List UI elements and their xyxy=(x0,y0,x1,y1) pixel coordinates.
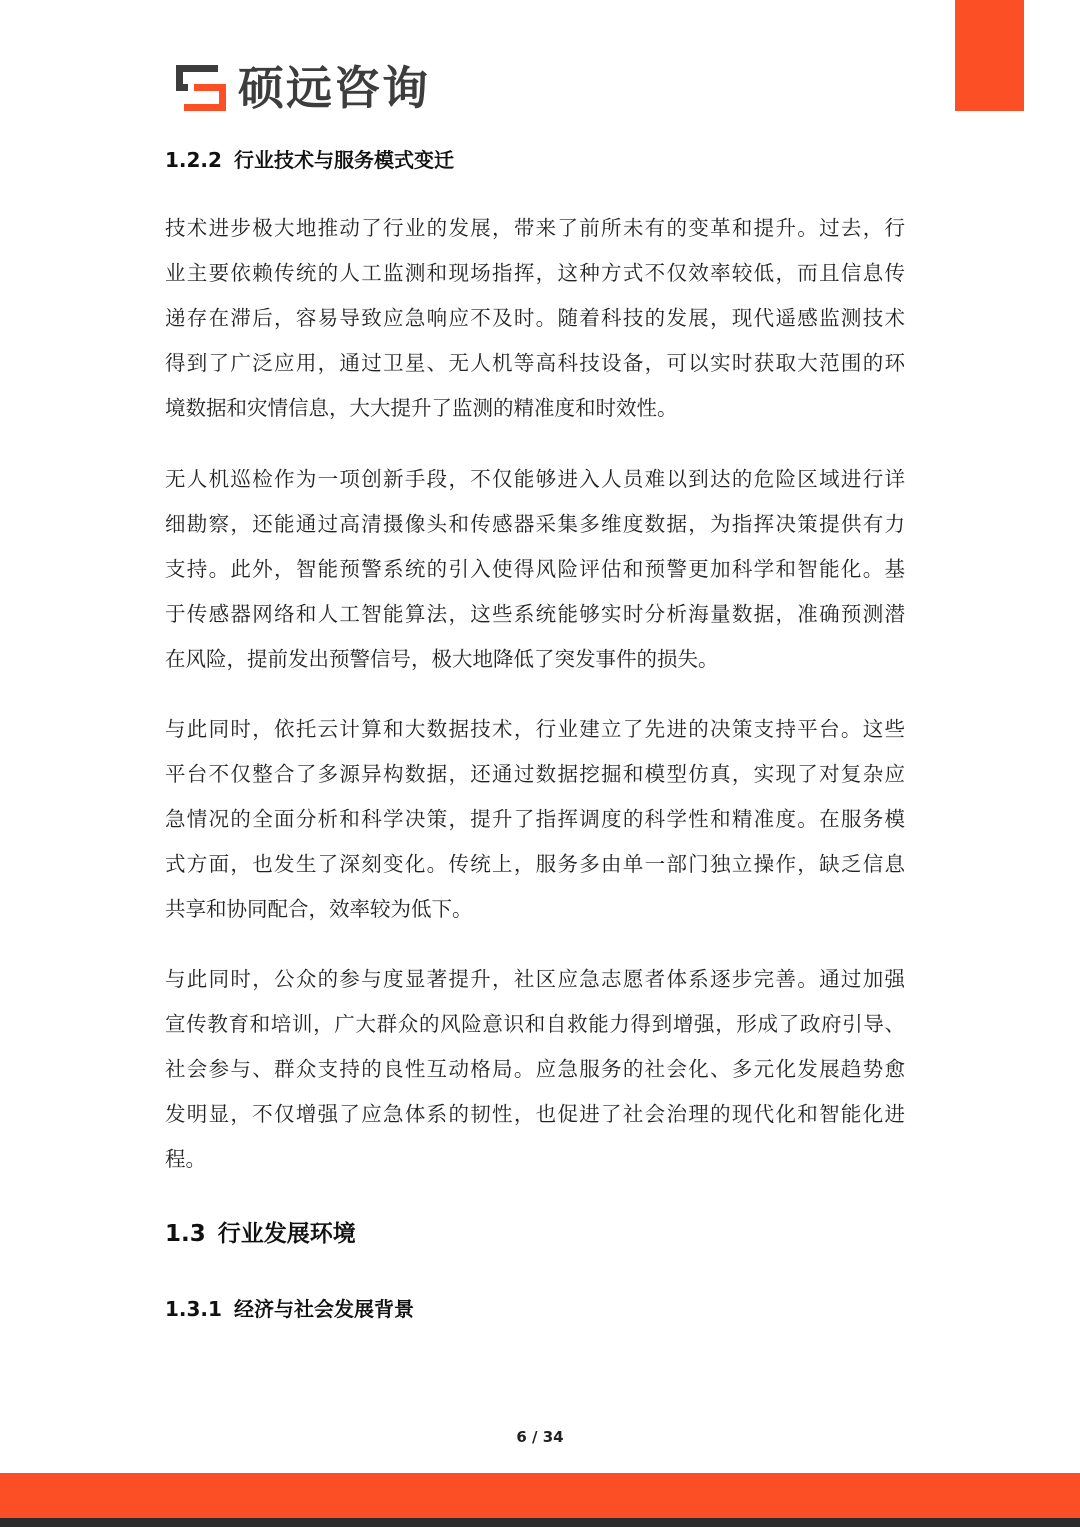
paragraph-line: 得到了广泛应用，通过卫星、无人机等高科技设备，可以实时获取大范围的环 xyxy=(165,351,905,375)
paragraph-line: 共享和协同配合，效率较为低下。 xyxy=(165,897,473,921)
paragraph-3 xyxy=(165,707,905,932)
paragraph-line: 境数据和灾情信息，大大提升了监测的精准度和时效性。 xyxy=(165,396,678,420)
section-heading-1-3-1 xyxy=(165,1295,414,1323)
paragraph-2 xyxy=(165,457,905,682)
paragraph-line: 细勘察，还能通过高清摄像头和传感器采集多维度数据，为指挥决策提供有力 xyxy=(165,512,905,536)
section-number: 1.3.1 xyxy=(165,1297,222,1321)
brand-name: 硕远咨询 xyxy=(238,61,430,115)
paragraph-line: 在风险，提前发出预警信号，极大地降低了突发事件的损失。 xyxy=(165,647,719,671)
paragraph-line: 式方面，也发生了深刻变化。传统上，服务多由单一部门独立操作，缺乏信息 xyxy=(165,852,905,876)
paragraph-1 xyxy=(165,206,905,431)
section-heading-1-3 xyxy=(165,1218,356,1250)
paragraph-line: 急情况的全面分析和科学决策，提升了指挥调度的科学性和精准度。在服务模 xyxy=(165,807,905,831)
paragraph-line: 与此同时，依托云计算和大数据技术，行业建立了先进的决策支持平台。这些 xyxy=(165,717,905,741)
paragraph-line: 无人机巡检作为一项创新手段，不仅能够进入人员难以到达的危险区域进行详 xyxy=(165,467,905,491)
section-title: 经济与社会发展背景 xyxy=(233,1297,414,1321)
corner-accent-tab xyxy=(955,0,1024,111)
section-title: 行业发展环境 xyxy=(217,1221,356,1247)
paragraph-line: 平台不仅整合了多源异构数据，还通过数据挖掘和模型仿真，实现了对复杂应 xyxy=(165,762,905,786)
paragraph-line: 技术进步极大地推动了行业的发展，带来了前所未有的变革和提升。过去，行 xyxy=(165,216,905,240)
paragraph-line: 社会参与、群众支持的良性互动格局。应急服务的社会化、多元化发展趋势愈 xyxy=(165,1057,905,1081)
section-title: 行业技术与服务模式变迁 xyxy=(233,148,454,172)
paragraph-line: 与此同时，公众的参与度显著提升，社区应急志愿者体系逐步完善。通过加强 xyxy=(165,967,905,991)
page-number: 6 / 34 xyxy=(516,1428,564,1446)
paragraph-line: 程。 xyxy=(165,1147,206,1171)
paragraph-line: 于传感器网络和人工智能算法，这些系统能够实时分析海量数据，准确预测潜 xyxy=(165,602,905,626)
footer-accent-bar xyxy=(0,1473,1080,1518)
brand-logo xyxy=(176,62,430,114)
paragraph-line: 支持。此外，智能预警系统的引入使得风险评估和预警更加科学和智能化。基 xyxy=(165,557,905,581)
section-number: 1.3 xyxy=(165,1221,206,1247)
brand-logo-icon xyxy=(176,65,226,111)
paragraph-line: 递存在滞后，容易导致应急响应不及时。随着科技的发展，现代遥感监测技术 xyxy=(165,306,905,330)
paragraph-line: 发明显，不仅增强了应急体系的韧性，也促进了社会治理的现代化和智能化进 xyxy=(165,1102,905,1126)
footer-dark-bar xyxy=(0,1518,1080,1527)
paragraph-line: 业主要依赖传统的人工监测和现场指挥，这种方式不仅效率较低，而且信息传 xyxy=(165,261,905,285)
paragraph-4 xyxy=(165,957,905,1182)
section-number: 1.2.2 xyxy=(165,148,222,172)
paragraph-line: 宣传教育和培训，广大群众的风险意识和自救能力得到增强，形成了政府引导、 xyxy=(165,1012,905,1036)
section-heading-1-2-2 xyxy=(165,146,454,174)
